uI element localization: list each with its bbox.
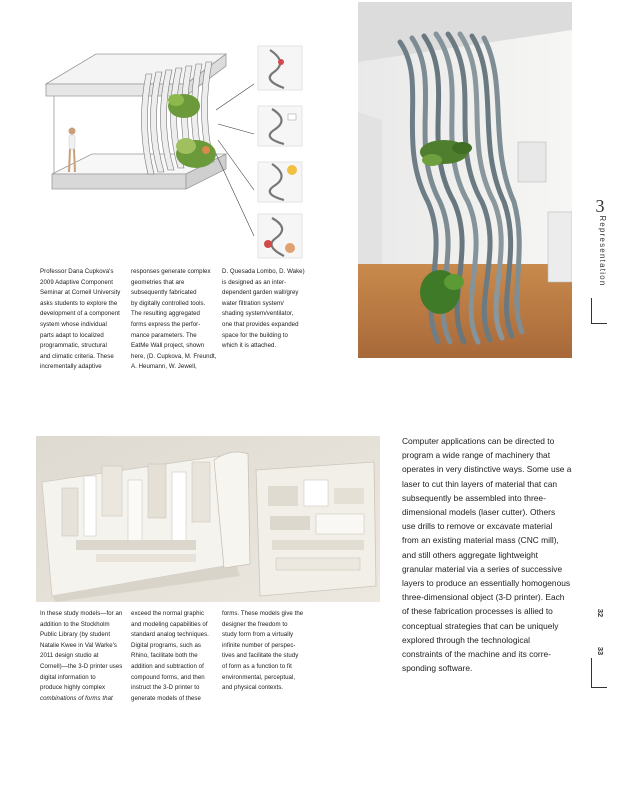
eatme-wall-diagram xyxy=(36,14,336,262)
caption-line: produce highly complex xyxy=(40,684,106,692)
caption-line: designer the freedom to xyxy=(222,620,288,628)
body-line: layers to produce an essentially homogenous xyxy=(402,578,571,589)
caption-line: D. Quesada Lombo, D. Wake) xyxy=(222,268,305,275)
caption-line: tives and facilitate the study xyxy=(222,652,299,660)
caption-line: and climatic criteria. These xyxy=(40,352,114,360)
caption-line: space for the building to xyxy=(222,331,288,339)
caption-line: geometries that are xyxy=(131,278,185,286)
caption-line: study form from a virtually xyxy=(222,631,294,639)
caption-line: here, (D. Cupkova, M. Freundt, xyxy=(131,352,217,360)
caption-line: infinite number of perspec- xyxy=(222,641,296,649)
caption-line: generate models of these xyxy=(131,694,201,702)
page-number-right: 33 xyxy=(596,646,605,656)
detail-box-3 xyxy=(258,162,302,202)
chapter-title: Representation xyxy=(598,215,607,287)
body-line: conceptual strategies that can be uniquely xyxy=(402,620,559,631)
caption-line: 2011 design studio at xyxy=(40,652,99,660)
caption-line: EatMe Wall project, shown xyxy=(131,342,205,350)
gallery-panel xyxy=(548,212,572,282)
caption-line: exceed the normal graphic xyxy=(131,610,205,617)
body-line: subsequently be assembled into three- xyxy=(402,492,546,503)
body-line: of these fabrication processes is allied to xyxy=(402,606,553,617)
caption-line: instruct the 3-D printer to xyxy=(131,684,200,692)
caption-line: Natalie Kwee in Val Warke's xyxy=(40,641,118,649)
caption-italic-line: combinations of forms that xyxy=(40,694,113,702)
caption-line: dependent garden wall/grey xyxy=(222,289,299,297)
detail-box-2 xyxy=(258,106,302,146)
chapter-tick xyxy=(591,323,607,324)
body-line: laser to cut thin layers of material that can xyxy=(402,478,558,489)
chapter-number: 3 xyxy=(595,196,605,216)
eatme-wall-photo xyxy=(358,2,572,358)
page-number-rule xyxy=(591,658,592,688)
caption-line: Rhino, facilitate both the xyxy=(131,652,198,660)
caption-top-col2 xyxy=(131,267,217,373)
caption-line: asks students to explore the xyxy=(40,299,118,307)
caption-line: 2009 Adaptive Component xyxy=(40,278,113,286)
body-line: and still others aggregate lightweight xyxy=(402,549,538,560)
caption-line: parts adapt to localized xyxy=(40,331,104,339)
body-line: use drills to remove or excavate material xyxy=(402,521,553,532)
caption-line: environmental, perceptual, xyxy=(222,673,296,681)
caption-line: In these study models—for an xyxy=(40,610,123,617)
body-line: three-dimensional object (3-D printer). Each xyxy=(402,592,565,603)
detail-box-4 xyxy=(258,214,302,258)
caption-bottom-col2 xyxy=(131,609,217,704)
caption-bottom-col1 xyxy=(40,609,126,704)
body-line: operates in very distinctive ways. Some use a xyxy=(402,464,572,475)
caption-line: Public Library (by student xyxy=(40,631,111,639)
page-number-tick xyxy=(591,687,607,688)
caption-line: Digital programs, such as xyxy=(131,641,202,649)
caption-line: The resulting aggregated xyxy=(131,310,200,318)
caption-line: Seminar at Cornell University xyxy=(40,289,121,297)
study-model-left xyxy=(42,456,240,602)
caption-line: incrementally adaptive xyxy=(40,363,102,371)
caption-line: of form as a function to fit xyxy=(222,662,292,670)
caption-line: Cornell)—the 3-D printer uses xyxy=(40,662,123,670)
caption-line: responses generate complex xyxy=(131,268,211,275)
body-line: dimensional models (laser cutter). Others xyxy=(402,507,556,518)
body-line: explored through the technological xyxy=(402,634,531,645)
caption-line: addition and subtraction of xyxy=(131,662,204,670)
caption-line: standard analog techniques. xyxy=(131,631,209,639)
body-line: program a wide range of machinery that xyxy=(402,450,551,461)
caption-top-col3 xyxy=(222,267,312,352)
caption-line: A. Heumann, W. Jewell, xyxy=(131,363,197,371)
body-line: constraints of the machine and its corre- xyxy=(402,649,551,660)
caption-line: forms express the perfor- xyxy=(131,320,201,328)
caption-bottom-col3 xyxy=(222,609,316,694)
caption-line: development of a component xyxy=(40,310,120,318)
study-models-photo xyxy=(36,436,380,602)
caption-line: one that provides expanded xyxy=(222,320,299,328)
study-model-right xyxy=(256,462,376,596)
caption-line: addition to the Stockholm xyxy=(40,620,110,628)
caption-line: is designed as an inter- xyxy=(222,278,287,286)
caption-line: system whose individual xyxy=(40,320,107,328)
caption-line: digital information to xyxy=(40,673,96,681)
caption-line: by digitally controlled tools. xyxy=(131,299,206,307)
caption-line: subsequently fabricated xyxy=(131,289,197,297)
caption-line: Professor Dana Cupkova's xyxy=(40,268,114,275)
caption-line: shading system/ventilator, xyxy=(222,310,294,318)
body-line: from an existing material mass (CNC mill), xyxy=(402,535,559,546)
body-line: sponding software. xyxy=(402,663,473,674)
body-paragraph xyxy=(402,434,588,675)
chapter-rule xyxy=(591,298,592,324)
caption-line: forms. These models give the xyxy=(222,610,304,617)
body-line: Computer applications can be directed to xyxy=(402,436,555,446)
caption-line: which it is attached. xyxy=(222,342,277,350)
caption-line: water filtration system/ xyxy=(222,299,284,307)
caption-line: and modeling capabilities of xyxy=(131,620,208,628)
caption-line: and physical contexts. xyxy=(222,684,284,692)
caption-line: mance parameters. The xyxy=(131,331,197,339)
caption-line: compound forms, and then xyxy=(131,673,205,681)
caption-line xyxy=(40,694,126,705)
caption-top-col1 xyxy=(40,267,124,373)
body-line: granular material via a series of successive xyxy=(402,563,563,574)
page-number-left: 32 xyxy=(596,608,605,618)
detail-box-1 xyxy=(258,46,302,90)
caption-line: programmatic, structural xyxy=(40,342,107,350)
gallery-exhibit xyxy=(518,142,546,182)
